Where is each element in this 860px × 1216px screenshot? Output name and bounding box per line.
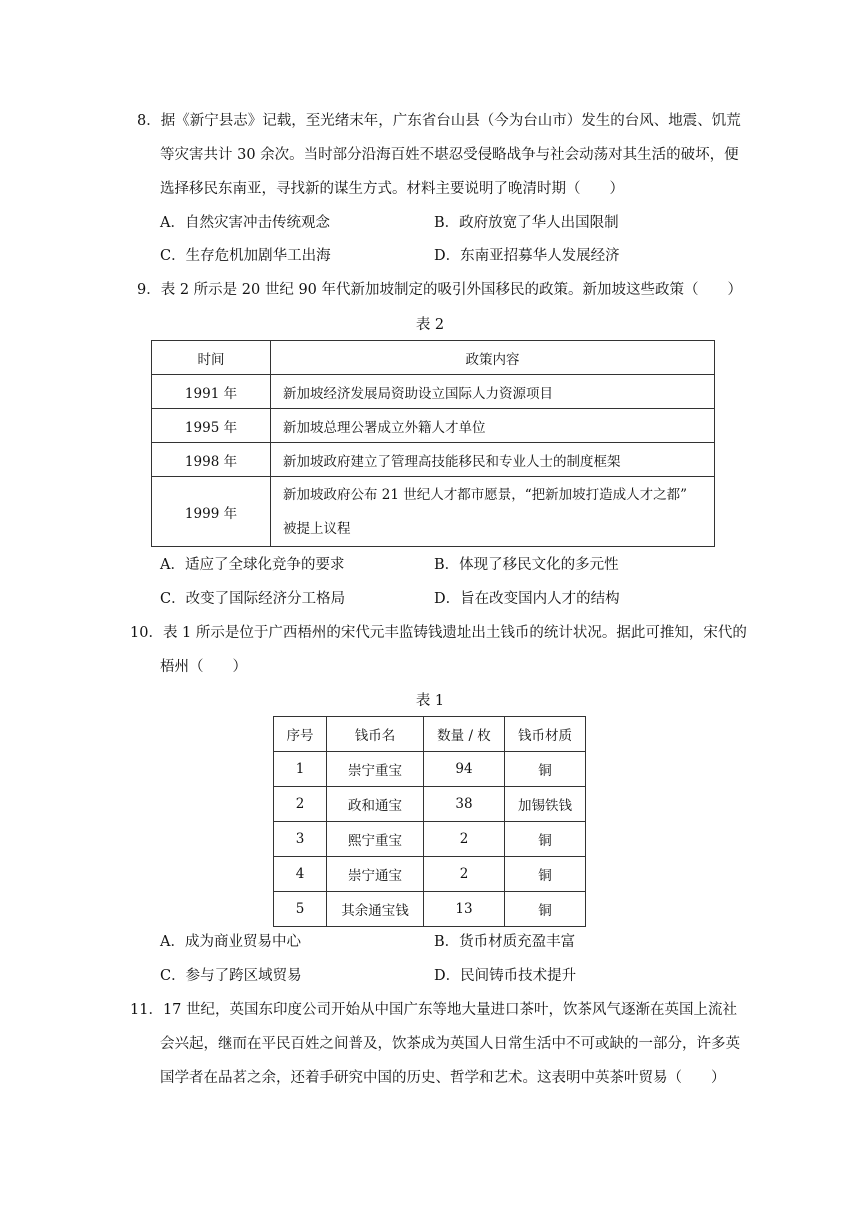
question-8-option-b: B．政府放宽了华人出国限制 <box>434 215 619 231</box>
table-1-cell: 政和通宝 <box>327 787 424 822</box>
table-row <box>274 857 586 892</box>
question-10-line-1: 10．表 1 所示是位于广西梧州的宋代元丰监铸钱遗址出土钱币的统计状况。据此可推知，宋代的 <box>130 625 747 641</box>
table-2-content: 新加坡经济发展局资助设立国际人力资源项目 <box>271 375 715 409</box>
table-row <box>274 892 586 927</box>
table-2-content-line-2: 被提上议程 <box>283 520 351 537</box>
question-8-option-a: A．自然灾害冲击传统观念 <box>160 215 330 231</box>
table-1-cell: 4 <box>274 857 327 892</box>
question-11-line-3: 国学者在品茗之余，还着手研究中国的历史、哲学和艺术。这表明中英茶叶贸易（ ） <box>160 1070 726 1086</box>
table-1-cell: 94 <box>424 752 505 787</box>
question-10-option-d: D．民间铸币技术提升 <box>434 968 577 984</box>
table-1-cell: 加锡铁钱 <box>505 787 586 822</box>
table-row <box>152 443 715 477</box>
question-8-line-1: 8．据《新宁县志》记载，至光绪末年，广东省台山县（今为台山市）发生的台风、地震、饥荒 <box>137 113 741 129</box>
question-8-line-3: 选择移民东南亚，寻找新的谋生方式。材料主要说明了晚清时期（ ） <box>160 181 624 197</box>
table-2-header-content: 政策内容 <box>271 341 715 375</box>
table-row <box>274 752 586 787</box>
table-1-cell: 2 <box>424 857 505 892</box>
table-1-caption: 表 1 <box>415 693 445 709</box>
table-1-cell: 熙宁重宝 <box>327 822 424 857</box>
table-2-content <box>271 477 715 547</box>
table-1-cell: 其余通宝钱 <box>327 892 424 927</box>
question-9-option-a: A．适应了全球化竞争的要求 <box>160 557 345 573</box>
question-9-option-b: B．体现了移民文化的多元性 <box>434 557 619 573</box>
question-11-line-1: 11．17 世纪，英国东印度公司开始从中国广东等地大量进口茶叶，饮茶风气逐渐在英国上流社 <box>130 1002 738 1018</box>
table-2-year: 1998 年 <box>152 443 271 477</box>
table-1-cell: 铜 <box>505 752 586 787</box>
table-2-content-line-1: 新加坡政府公布 21 世纪人才都市愿景，“把新加坡打造成人才之都” <box>283 486 688 503</box>
question-9-line-1: 9．表 2 所示是 20 世纪 90 年代新加坡制定的吸引外国移民的政策。新加坡这些政策（ ） <box>137 282 743 298</box>
table-1-cell: 3 <box>274 822 327 857</box>
table-1-cell: 铜 <box>505 857 586 892</box>
question-10-line-2: 梧州（ ） <box>160 659 247 675</box>
question-10-option-c: C．参与了跨区域贸易 <box>160 968 302 984</box>
table-1-cell: 铜 <box>505 892 586 927</box>
question-9-option-d: D．旨在改变国内人才的结构 <box>434 591 620 607</box>
table-1-cell: 2 <box>274 787 327 822</box>
table-row <box>152 477 715 547</box>
table-2-header-time: 时间 <box>152 341 271 375</box>
table-1-header-material: 钱币材质 <box>505 717 586 752</box>
question-8-line-2: 等灾害共计 30 余次。当时部分沿海百姓不堪忍受侵略战争与社会动荡对其生活的破坏，便 <box>160 147 739 163</box>
table-2-year: 1995 年 <box>152 409 271 443</box>
question-8-option-c: C．生存危机加剧华工出海 <box>160 248 331 264</box>
table-1-cell: 13 <box>424 892 505 927</box>
table-2 <box>151 340 715 547</box>
table-1-cell: 崇宁重宝 <box>327 752 424 787</box>
table-2-header-row <box>152 341 715 375</box>
table-1 <box>273 716 586 927</box>
table-1-header-quantity: 数量 / 枚 <box>424 717 505 752</box>
table-row <box>274 822 586 857</box>
table-1-cell: 5 <box>274 892 327 927</box>
table-row <box>152 375 715 409</box>
table-1-cell: 1 <box>274 752 327 787</box>
question-11-line-2: 会兴起，继而在平民百姓之间普及，饮茶成为英国人日常生活中不可或缺的一部分，许多英 <box>160 1036 740 1052</box>
question-8-option-d: D．东南亚招募华人发展经济 <box>434 248 620 264</box>
question-9-option-c: C．改变了国际经济分工格局 <box>160 591 346 607</box>
question-10-option-b: B．货币材质充盈丰富 <box>434 934 576 950</box>
table-1-cell: 38 <box>424 787 505 822</box>
table-row <box>152 409 715 443</box>
table-2-content: 新加坡总理公署成立外籍人才单位 <box>271 409 715 443</box>
table-2-year: 1999 年 <box>152 477 271 547</box>
table-2-year: 1991 年 <box>152 375 271 409</box>
table-1-cell: 崇宁通宝 <box>327 857 424 892</box>
table-1-cell: 2 <box>424 822 505 857</box>
table-2-caption: 表 2 <box>415 317 445 333</box>
table-1-header-no: 序号 <box>274 717 327 752</box>
table-2-content: 新加坡政府建立了管理高技能移民和专业人士的制度框架 <box>271 443 715 477</box>
table-row <box>274 787 586 822</box>
question-10-option-a: A．成为商业贸易中心 <box>160 934 301 950</box>
table-1-header-row <box>274 717 586 752</box>
table-1-cell: 铜 <box>505 822 586 857</box>
table-1-header-name: 钱币名 <box>327 717 424 752</box>
